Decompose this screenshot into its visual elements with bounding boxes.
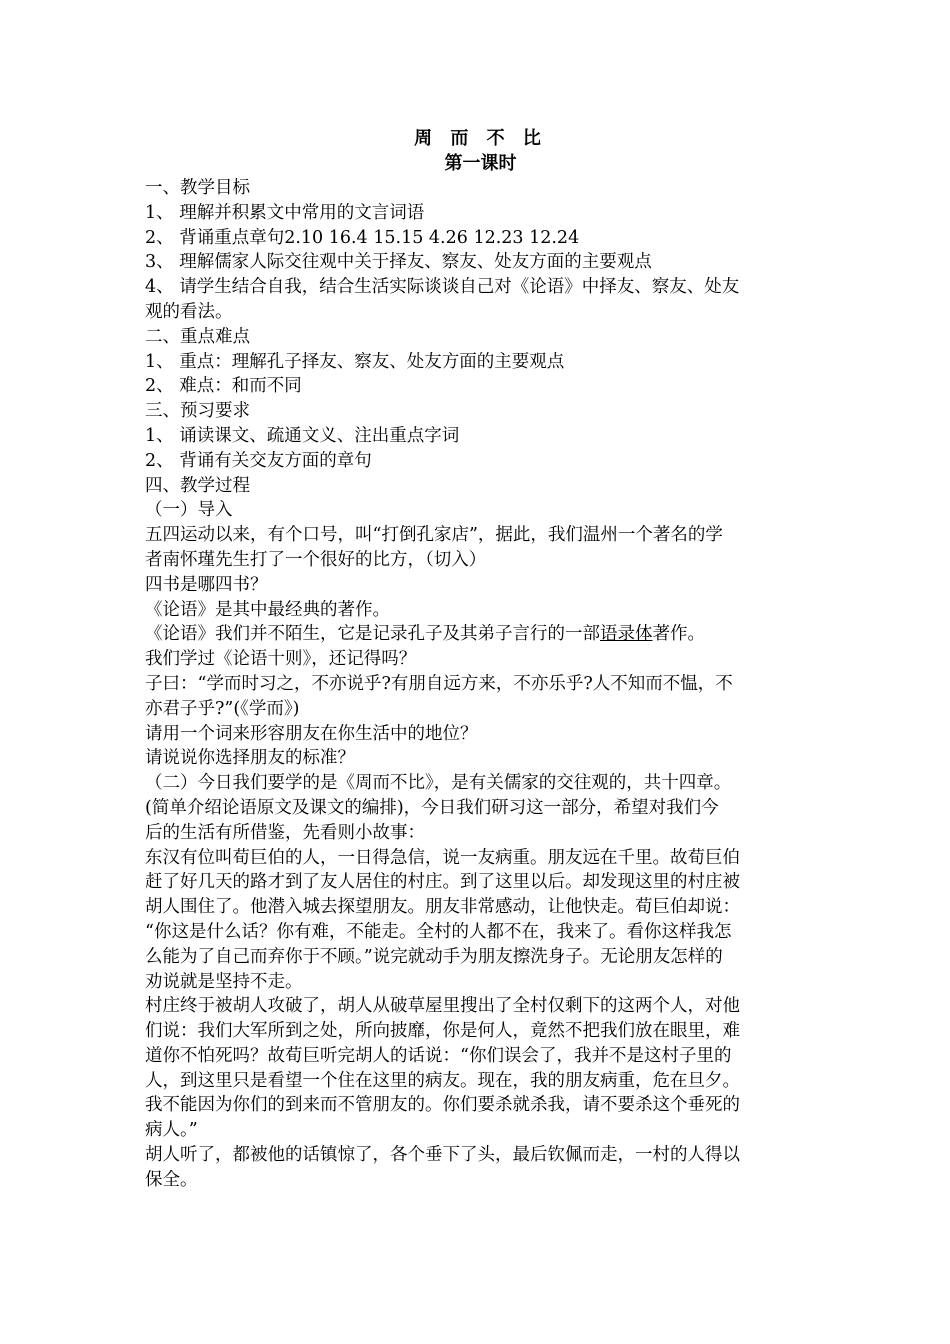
story2-line-3: 道你不怕死吗？故荀巨听完胡人的话说：“你们误会了，我并不是这村子里的 <box>145 1045 732 1066</box>
keypoint-item-2: 2、 难点：和而不同 <box>145 376 302 397</box>
story2-line-4: 人，到这里只是看望一个住在这里的病友。现在，我的朋友病重，危在旦夕。 <box>145 1070 740 1091</box>
section-heading-preview: 三、预习要求 <box>145 401 250 422</box>
step2-line-2: (简单介绍论语原文及课文的编排)，今日我们研习这一部分，希望对我们今 <box>145 797 719 818</box>
story2-line-2: 们说：我们大军所到之处，所向披靡，你是何人，竟然不把我们放在眼里，难 <box>145 1021 740 1042</box>
lunyu-description-line <box>145 622 810 647</box>
story2-line-1: 村庄终于被胡人攻破了，胡人从破草屋里搜出了全村仅剩下的这两个人，对他 <box>145 996 740 1017</box>
goal-item-1: 1、 理解并积累文中常用的文言词语 <box>145 202 425 223</box>
story1-line-4: “你这是什么话？你有难，不能走。全村的人都不在，我来了。看你这样我怎 <box>145 921 732 942</box>
story3-line-2: 保全。 <box>145 1169 198 1190</box>
story2-line-6: 病人。” <box>145 1120 198 1141</box>
lunyu-description-post: 著作。 <box>652 624 705 645</box>
question-four-books: 四书是哪四书？ <box>145 574 268 595</box>
story2-line-5: 我不能因为你们的到来而不管朋友的。你们要杀就杀我，请不要杀这个垂死的 <box>145 1095 740 1116</box>
story1-line-6: 劝说就是坚持不走。 <box>145 971 303 992</box>
goal-item-4-line-1: 4、 请学生结合自我，结合生活实际谈谈自己对《论语》中择友、察友、处友 <box>145 277 740 298</box>
intro-paragraph-line-2: 者南怀瑾先生打了一个很好的比方，（切入） <box>145 549 487 570</box>
step2-line-1: （二）今日我们要学的是《周而不比》，是有关儒家的交往观的，共十四章。 <box>145 773 732 794</box>
preview-item-1: 1、 诵读课文、疏通文义、注出重点字词 <box>145 425 460 446</box>
lunyu-classic-line: 《论语》是其中最经典的著作。 <box>145 599 390 620</box>
step-heading-intro: （一）导入 <box>145 500 233 521</box>
section-heading-keypoints: 二、重点难点 <box>145 326 250 347</box>
section-heading-process: 四、教学过程 <box>145 475 250 496</box>
story3-line-1: 胡人听了，都被他的话镇惊了，各个垂下了头，最后钦佩而走，一村的人得以 <box>145 1145 740 1166</box>
question-friend-word: 请用一个词来形容朋友在你生活中的地位？ <box>145 723 478 744</box>
section-heading-goals: 一、教学目标 <box>145 178 250 198</box>
goal-item-4-line-2: 观的看法。 <box>145 301 233 322</box>
doc-title: 周 而 不 比 <box>414 128 547 149</box>
intro-paragraph-line-1: 五四运动以来，有个口号，叫“打倒孔家店”，据此，我们温州一个著名的学 <box>145 525 723 546</box>
lunyu-description-pre: 《论语》我们并不陌生，它是记录孔子及其弟子言行的一部 <box>145 624 600 645</box>
story1-line-1: 东汉有位叫荀巨伯的人，一日得急信，说一友病重。朋友远在千里。故荀巨伯 <box>145 847 740 868</box>
lunyu-term-underlined: 语录体 <box>600 624 653 645</box>
story1-line-3: 胡人围住了。他潜入城去探望朋友。朋友非常感动，让他快走。荀巨伯却说： <box>145 897 740 918</box>
keypoint-item-1: 1、 重点：理解孔子择友、察友、处友方面的主要观点 <box>145 351 565 372</box>
question-friend-standard: 请说说你选择朋友的标准？ <box>145 748 355 769</box>
step2-line-3: 后的生活有所借鉴，先看则小故事： <box>145 822 425 843</box>
quote-line-1: 子曰：“学而时习之，不亦说乎?有朋自远方来，不亦乐乎?人不知而不愠，不 <box>145 673 733 694</box>
goal-item-3: 3、 理解儒家人际交往观中关于择友、察友、处友方面的主要观点 <box>145 252 652 273</box>
story1-line-5: 么能为了自己而弃你于不顾。”说完就动手为朋友擦洗身子。无论朋友怎样的 <box>145 946 723 967</box>
quote-line-2: 亦君子乎?”(《学而》) <box>145 698 300 719</box>
goal-item-2: 2、 背诵重点章句2.10 16.4 15.15 4.26 12.23 12.24 <box>145 227 580 248</box>
preview-item-2: 2、 背诵有关交友方面的章句 <box>145 450 372 471</box>
doc-subtitle: 第一课时 <box>444 153 517 174</box>
document-page <box>145 126 810 1193</box>
story1-line-2: 赶了好几天的路才到了友人居住的村庄。到了这里以后。却发现这里的村庄被 <box>145 872 740 893</box>
question-remember: 我们学过《论语十则》，还记得吗？ <box>145 649 417 670</box>
